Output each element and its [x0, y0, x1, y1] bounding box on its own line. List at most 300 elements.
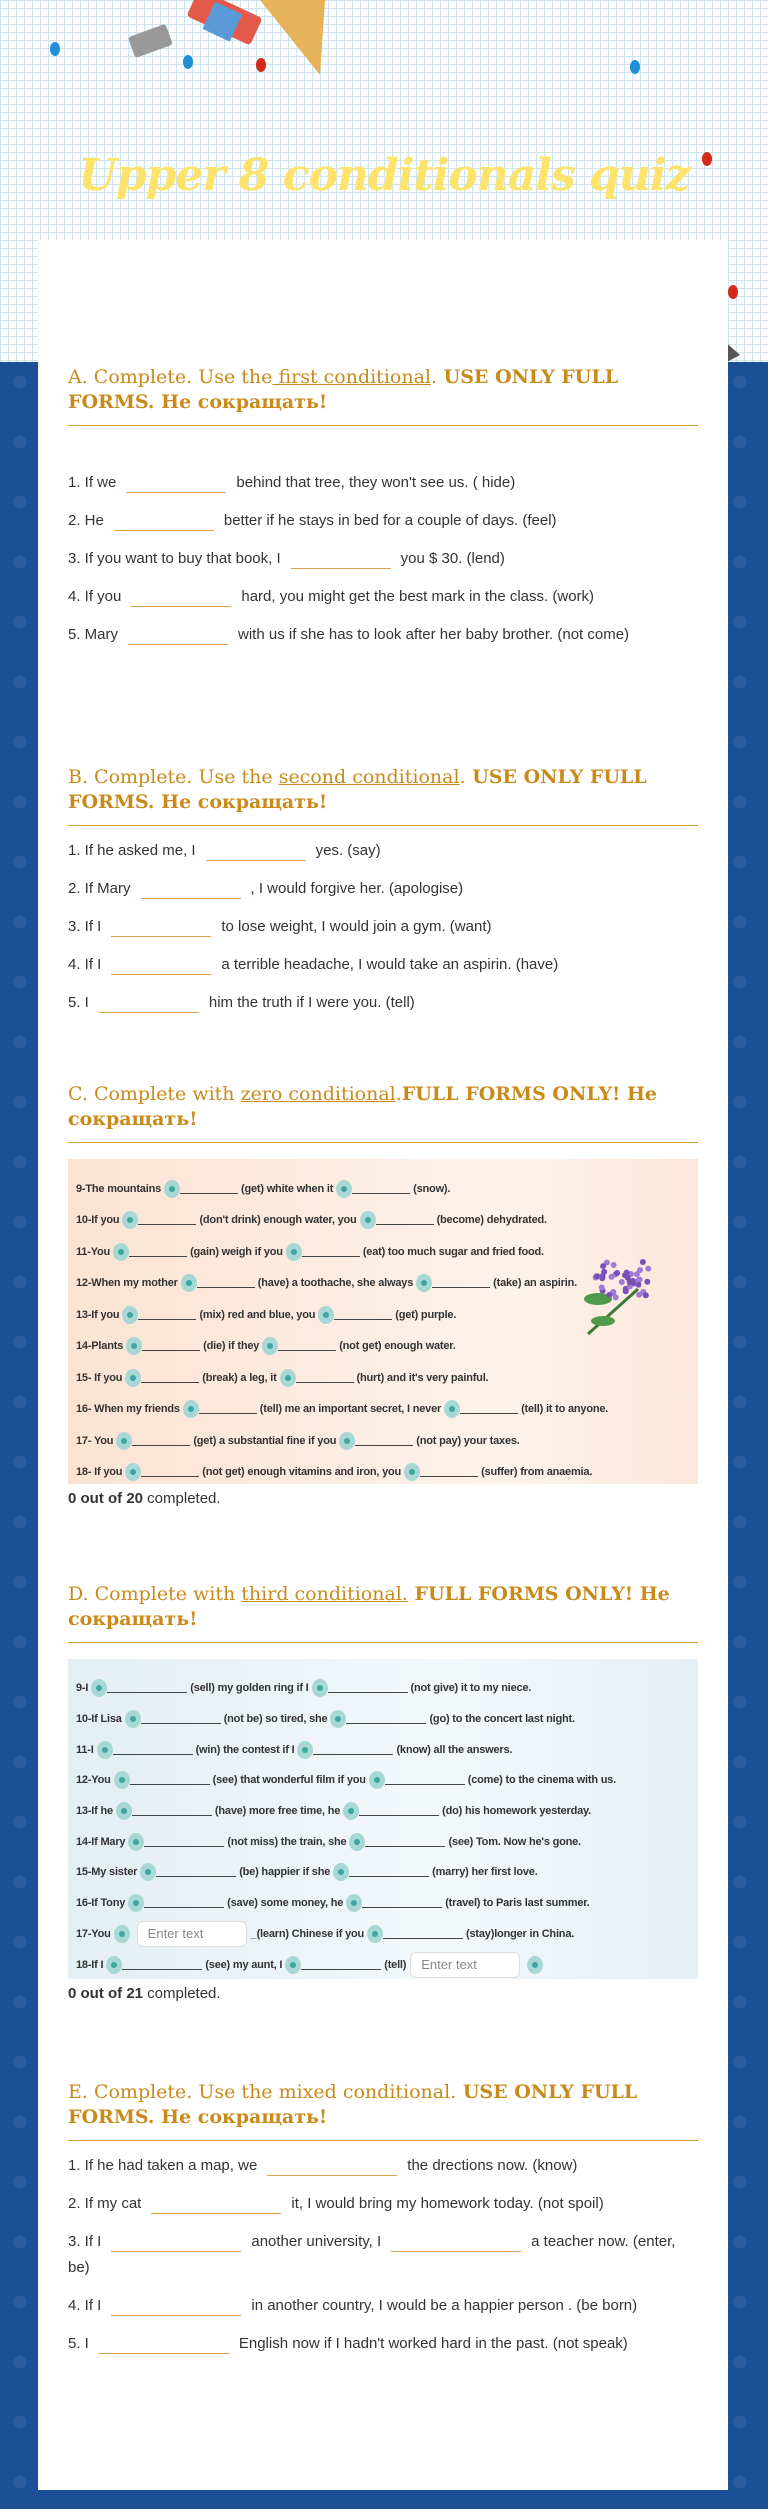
answer-input[interactable] — [99, 2334, 229, 2354]
drop-zone[interactable] — [367, 1925, 463, 1943]
worksheet-text: (tell) me an important secret, I never — [259, 1403, 442, 1416]
drop-target-icon[interactable] — [297, 1741, 313, 1759]
worksheet-row — [76, 1919, 690, 1950]
answer-line — [278, 1341, 336, 1351]
answer-line — [107, 1683, 187, 1693]
drop-target-icon[interactable] — [113, 1243, 129, 1261]
worksheet-text: (have) a toothache, she always — [257, 1277, 414, 1290]
drop-zone[interactable] — [349, 1833, 445, 1851]
drop-target-icon[interactable] — [339, 1432, 355, 1450]
worksheet-text: 14-If Mary — [76, 1835, 126, 1848]
answer-line — [144, 1837, 224, 1847]
question-text: 2. If my cat — [68, 2195, 142, 2212]
heading-segment: USE ONLY FULL FORMS. Не сокращать! — [68, 766, 647, 813]
worksheet-text: (sell) my golden ring if I — [190, 1682, 309, 1695]
question-text: 1. If we — [68, 474, 117, 491]
answer-line — [362, 1898, 442, 1908]
answer-line — [141, 1373, 199, 1383]
question-text: 4. If you — [68, 588, 122, 605]
completion-count: 0 out of 20 — [68, 1490, 144, 1507]
section-heading — [68, 1582, 698, 1643]
answer-input[interactable] — [206, 841, 306, 861]
worksheet-text: 12-You — [76, 1774, 111, 1787]
worksheet-text: (mix) red and blue, you — [199, 1308, 316, 1321]
heading-segment: C. Complete with — [68, 1083, 241, 1105]
worksheet-text: (break) a leg, it — [202, 1371, 277, 1384]
section-c — [68, 1082, 698, 1507]
heading-segment: B. Complete. Use the — [68, 766, 279, 788]
worksheet-row — [76, 1949, 690, 1980]
worksheet-row — [76, 1734, 690, 1765]
answer-input[interactable] — [99, 993, 199, 1013]
worksheet-row — [76, 1765, 690, 1796]
heading-segment: USE ONLY FULL FORMS. Не сокращать! — [68, 2081, 638, 2128]
question-text: , I would forgive her. (apologise) — [250, 880, 464, 897]
drop-zone[interactable] — [280, 1369, 354, 1387]
question-text: 5. I — [68, 2335, 89, 2352]
question-text: 4. If I — [68, 2297, 102, 2314]
answer-input[interactable] — [111, 917, 211, 937]
worksheet-text: 11-You — [76, 1245, 111, 1258]
drop-target-icon[interactable] — [285, 1956, 301, 1974]
drop-zone[interactable] — [183, 1400, 257, 1418]
section-heading — [68, 2080, 698, 2141]
drop-target-icon[interactable] — [336, 1180, 352, 1198]
drop-zone[interactable] — [125, 1710, 221, 1728]
worksheet-row — [76, 1796, 690, 1827]
answer-line — [346, 1714, 426, 1724]
question-text: English now if I hadn't worked hard in the past. (not speak) — [238, 2335, 628, 2352]
completion-count: 0 out of 21 — [68, 1985, 144, 2002]
worksheet-text: 10-If you — [76, 1214, 120, 1227]
worksheet-text: 16-If Tony — [76, 1897, 126, 1910]
answer-line — [420, 1467, 478, 1477]
worksheet-text: 14-Plants — [76, 1340, 124, 1353]
question-item — [68, 838, 698, 864]
question-item — [68, 2191, 698, 2217]
exercise-worksheet — [68, 1159, 698, 1484]
answer-line — [122, 1960, 202, 1970]
worksheet-text: (see) my aunt, I — [205, 1958, 283, 1971]
answer-line — [301, 1960, 381, 1970]
drop-target-icon[interactable] — [312, 1679, 328, 1697]
question-item — [68, 2153, 698, 2179]
question-item — [68, 2293, 698, 2319]
drop-zone[interactable] — [444, 1400, 518, 1418]
drop-zone[interactable] — [343, 1802, 439, 1820]
lilac-flower-image — [578, 1259, 668, 1339]
worksheet-row — [76, 1457, 690, 1489]
worksheet-text: 18-If I — [76, 1958, 104, 1971]
answer-line — [376, 1215, 434, 1225]
drop-target-icon[interactable] — [330, 1710, 346, 1728]
drop-target-icon[interactable] — [125, 1710, 141, 1728]
drop-target-icon[interactable] — [126, 1337, 142, 1355]
worksheet-text: 15-My sister — [76, 1866, 138, 1879]
drop-zone[interactable] — [128, 1894, 224, 1912]
worksheet-text: (tell) it to anyone. — [521, 1403, 609, 1416]
question-item — [68, 990, 698, 1016]
answer-text-input[interactable] — [137, 1921, 247, 1947]
answer-line — [432, 1278, 490, 1288]
answer-line — [130, 1775, 210, 1785]
drop-zone[interactable] — [164, 1180, 238, 1198]
drop-zone[interactable] — [262, 1337, 336, 1355]
worksheet-text: (eat) too much sugar and fried food. — [362, 1245, 544, 1258]
answer-input[interactable] — [151, 2194, 281, 2214]
drop-zone[interactable] — [128, 1833, 224, 1851]
worksheet-text: 15- If you — [76, 1371, 123, 1384]
worksheet-text: (travel) to Paris last summer. — [445, 1897, 590, 1910]
heading-segment: D. Complete with — [68, 1583, 242, 1605]
worksheet-row — [76, 1888, 690, 1919]
worksheet-row — [76, 1173, 690, 1205]
question-item — [68, 508, 698, 534]
drop-target-icon[interactable] — [125, 1463, 141, 1481]
drop-zone[interactable] — [125, 1463, 199, 1481]
drop-zone[interactable] — [122, 1211, 196, 1229]
answer-line — [383, 1929, 463, 1939]
question-text: it, I would bring my homework today. (not spoil) — [291, 2195, 604, 2212]
drop-target-icon[interactable] — [416, 1274, 432, 1292]
answer-line — [355, 1436, 413, 1446]
section-d — [68, 1582, 698, 2002]
drop-zone[interactable] — [336, 1180, 410, 1198]
worksheet-text: 17- You — [76, 1434, 114, 1447]
answer-line — [328, 1683, 408, 1693]
drop-zone[interactable] — [97, 1741, 193, 1759]
worksheet-text: (not miss) the train, she — [227, 1835, 347, 1848]
drop-target-icon[interactable] — [343, 1802, 359, 1820]
drop-target-icon[interactable] — [106, 1956, 122, 1974]
answer-line — [138, 1310, 196, 1320]
drop-target-icon[interactable] — [333, 1863, 349, 1881]
drop-target-icon[interactable] — [116, 1432, 132, 1450]
drop-target-icon[interactable] — [280, 1369, 296, 1387]
drop-target-icon[interactable] — [527, 1956, 543, 1974]
heading-segment: A. Complete. Use the — [68, 366, 273, 388]
drop-zone[interactable] — [312, 1679, 408, 1697]
worksheet-text: (get) purple. — [395, 1308, 457, 1321]
worksheet-text: (get) white when it — [241, 1182, 334, 1195]
question-text: hard, you might get the best mark in the class. (work) — [241, 588, 595, 605]
question-item — [68, 546, 698, 572]
drop-zone[interactable] — [122, 1306, 196, 1324]
question-text: a terrible headache, I would take an aspirin. (have) — [221, 956, 559, 973]
drop-target-icon[interactable] — [140, 1863, 156, 1881]
heading-segment: first conditional — [272, 366, 431, 388]
section-heading — [68, 1082, 698, 1143]
school-supplies-icon — [120, 0, 330, 80]
heading-segment: . — [430, 366, 438, 388]
drop-zone[interactable] — [91, 1679, 187, 1697]
worksheet-text: (marry) her first love. — [432, 1866, 538, 1879]
heading-segment: . — [459, 766, 466, 788]
question-text: a teacher now. (enter, be) — [68, 2233, 676, 2276]
worksheet-text: (see) that wonderful film if you — [212, 1774, 366, 1787]
question-text: another university, I — [251, 2233, 382, 2250]
drop-zone[interactable] — [297, 1741, 393, 1759]
answer-input[interactable] — [391, 2232, 521, 2252]
section-a — [68, 365, 698, 660]
answer-line — [113, 1745, 193, 1755]
worksheet-text: 10-If Lisa — [76, 1713, 122, 1726]
drop-target-icon[interactable] — [128, 1833, 144, 1851]
question-text: 2. If Mary — [68, 880, 131, 897]
drop-target-icon[interactable] — [369, 1771, 385, 1789]
heading-segment: USE ONLY FULL FORMS. Не сокращать! — [68, 366, 619, 413]
answer-input[interactable] — [291, 549, 391, 569]
worksheet-text: 13-If you — [76, 1308, 120, 1321]
worksheet-text: (tell) — [384, 1958, 407, 1971]
exercise-worksheet — [68, 1659, 698, 1979]
drop-target-icon[interactable] — [346, 1894, 362, 1912]
heading-segment: FULL FORMS ONLY! Не сокращать! — [68, 1583, 670, 1630]
worksheet-text: 13-If he — [76, 1805, 113, 1818]
quiz-title: Upper 8 conditionals quiz — [78, 150, 690, 201]
worksheet-text: 17-You — [76, 1927, 111, 1940]
answer-line — [142, 1341, 200, 1351]
input-placeholder: Enter text — [147, 1926, 204, 1942]
answer-line — [296, 1373, 354, 1383]
completion-status — [68, 1490, 698, 1507]
answer-line — [141, 1467, 199, 1477]
section-e — [68, 2080, 698, 2369]
answer-line — [132, 1436, 190, 1446]
heading-segment: zero conditional — [240, 1083, 396, 1105]
worksheet-text: (don't drink) enough water, you — [199, 1214, 357, 1227]
question-text: 3. If I — [68, 918, 102, 935]
worksheet-row — [76, 1826, 690, 1857]
drop-zone[interactable] — [318, 1306, 392, 1324]
question-item — [68, 952, 698, 978]
answer-input[interactable] — [126, 473, 226, 493]
worksheet-text: (gain) weigh if you — [190, 1245, 283, 1258]
answer-line — [349, 1867, 429, 1877]
worksheet-text: 18- If you — [76, 1466, 123, 1479]
answer-line — [460, 1404, 518, 1414]
worksheet-text: (come) to the cinema with us. — [467, 1774, 617, 1787]
drop-zone[interactable] — [416, 1274, 490, 1292]
worksheet-text: 16- When my friends — [76, 1403, 180, 1416]
question-text: 4. If I — [68, 956, 102, 973]
answer-line — [197, 1278, 255, 1288]
question-text: behind that tree, they won't see us. ( hide) — [236, 474, 516, 491]
worksheet-text: (know) all the answers. — [396, 1743, 513, 1756]
drop-target-icon[interactable] — [360, 1211, 376, 1229]
drop-target-icon[interactable] — [128, 1894, 144, 1912]
drop-zone[interactable] — [339, 1432, 413, 1450]
worksheet-row — [76, 1704, 690, 1735]
drop-target-icon[interactable] — [125, 1369, 141, 1387]
question-text: 1. If he had taken a map, we — [68, 2157, 258, 2174]
drop-target-icon[interactable] — [122, 1306, 138, 1324]
worksheet-text: (not pay) your taxes. — [416, 1434, 520, 1447]
drop-zone[interactable] — [286, 1243, 360, 1261]
question-text: better if he stays in bed for a couple of days. (feel) — [223, 512, 557, 529]
completion-suffix: completed. — [143, 1985, 221, 2002]
question-text: 3. If you want to buy that book, I — [68, 550, 281, 567]
worksheet-text: (be) happier if she — [239, 1866, 331, 1879]
worksheet-text: _(learn) Chinese if you — [250, 1927, 365, 1940]
question-item — [68, 584, 698, 610]
answer-line — [129, 1247, 187, 1257]
question-item — [68, 470, 698, 496]
worksheet-row — [76, 1394, 690, 1426]
answer-line — [144, 1898, 224, 1908]
drop-zone[interactable] — [116, 1432, 190, 1450]
worksheet-text: (become) dehydrated. — [436, 1214, 547, 1227]
worksheet-text: (hurt) and it's very painful. — [356, 1371, 489, 1384]
heading-segment: . — [395, 1083, 402, 1105]
drop-zone[interactable] — [346, 1894, 442, 1912]
answer-input[interactable] — [128, 625, 228, 645]
worksheet-text: (see) Tom. Now he's gone. — [448, 1835, 581, 1848]
heading-segment: E. Complete. Use the mixed conditional. — [68, 2081, 457, 2103]
answer-line — [352, 1184, 410, 1194]
worksheet-text: (have) more free time, he — [214, 1805, 341, 1818]
answer-line — [180, 1184, 238, 1194]
question-text: the drections now. (know) — [407, 2157, 578, 2174]
answer-input[interactable] — [267, 2156, 397, 2176]
question-item — [68, 914, 698, 940]
drop-target-icon[interactable] — [262, 1337, 278, 1355]
worksheet-text: (get) a substantial fine if you — [193, 1434, 337, 1447]
question-item — [68, 2331, 698, 2357]
heading-segment: FULL FORMS ONLY! Не сокращать! — [68, 1083, 658, 1130]
drop-zone[interactable] — [333, 1863, 429, 1881]
worksheet-row — [76, 1673, 690, 1704]
worksheet-text: (win) the contest if I — [195, 1743, 295, 1756]
drop-zone[interactable] — [116, 1802, 212, 1820]
drop-target-icon[interactable] — [318, 1306, 334, 1324]
decor-dot — [630, 60, 640, 74]
answer-line — [138, 1215, 196, 1225]
section-heading — [68, 365, 698, 426]
drop-target-icon[interactable] — [349, 1833, 365, 1851]
answer-input[interactable] — [111, 2296, 241, 2316]
worksheet-row — [76, 1205, 690, 1237]
drop-zone[interactable] — [369, 1771, 465, 1789]
answer-line — [132, 1806, 212, 1816]
worksheet-text: (stay)longer in China. — [466, 1927, 575, 1940]
drop-zone[interactable] — [404, 1463, 478, 1481]
answer-line — [156, 1867, 236, 1877]
question-text: in another country, I would be a happier person . (be born) — [251, 2297, 638, 2314]
drop-zone[interactable] — [106, 1956, 202, 1974]
drop-target-icon[interactable] — [114, 1925, 130, 1943]
drop-zone[interactable] — [330, 1710, 426, 1728]
question-item — [68, 622, 698, 648]
answer-input[interactable] — [131, 587, 231, 607]
worksheet-row — [76, 1425, 690, 1457]
answer-line — [365, 1837, 445, 1847]
worksheet-text: (snow). — [413, 1182, 451, 1195]
question-text: 2. He — [68, 512, 104, 529]
drop-zone[interactable] — [360, 1211, 434, 1229]
question-text: him the truth if I were you. (tell) — [208, 994, 415, 1011]
drop-zone[interactable] — [140, 1863, 236, 1881]
answer-line — [313, 1745, 393, 1755]
question-text: 5. I — [68, 994, 89, 1011]
drop-zone[interactable] — [181, 1274, 255, 1292]
drop-target-icon[interactable] — [114, 1771, 130, 1789]
drop-zone[interactable] — [114, 1771, 210, 1789]
section-b — [68, 765, 698, 1028]
worksheet-row — [76, 1857, 690, 1888]
answer-line — [302, 1247, 360, 1257]
heading-segment: second conditional — [278, 766, 460, 788]
drop-target-icon[interactable] — [164, 1180, 180, 1198]
input-placeholder: Enter text — [421, 1957, 477, 1973]
drop-zone[interactable] — [125, 1369, 199, 1387]
answer-line — [141, 1714, 221, 1724]
worksheet-text: 12-When my mother — [76, 1277, 178, 1290]
drop-target-icon[interactable] — [116, 1802, 132, 1820]
worksheet-text: (do) his homework yesterday. — [442, 1805, 591, 1818]
worksheet-text: (die) if they — [203, 1340, 260, 1353]
answer-line — [385, 1775, 465, 1785]
worksheet-text: (go) to the concert last night. — [429, 1713, 575, 1726]
drop-target-icon[interactable] — [97, 1741, 113, 1759]
worksheet-text: (save) some money, he — [227, 1897, 344, 1910]
answer-input[interactable] — [111, 2232, 241, 2252]
worksheet-text: 9-The mountains — [76, 1182, 162, 1195]
drop-target-icon[interactable] — [122, 1211, 138, 1229]
question-list — [68, 2153, 698, 2357]
answer-input[interactable] — [111, 955, 211, 975]
answer-line — [199, 1404, 257, 1414]
question-text: you $ 30. (lend) — [400, 550, 505, 567]
decor-dot — [50, 42, 60, 56]
question-text: to lose weight, I would join a gym. (want) — [221, 918, 492, 935]
worksheet-text: (take) an aspirin. — [493, 1277, 577, 1290]
worksheet-text: 11-I — [76, 1743, 94, 1756]
drop-target-icon[interactable] — [444, 1400, 460, 1418]
answer-line — [359, 1806, 439, 1816]
question-list — [68, 470, 698, 648]
drop-zone[interactable] — [527, 1956, 543, 1974]
drop-zone[interactable] — [113, 1243, 187, 1261]
answer-input[interactable] — [141, 879, 241, 899]
answer-text-input[interactable] — [410, 1952, 520, 1978]
drop-zone[interactable] — [126, 1337, 200, 1355]
answer-input[interactable] — [114, 511, 214, 531]
heading-segment: third conditional. — [241, 1583, 408, 1605]
drop-target-icon[interactable] — [91, 1679, 107, 1697]
drop-target-icon[interactable] — [286, 1243, 302, 1261]
drop-target-icon[interactable] — [367, 1925, 383, 1943]
drop-zone[interactable] — [114, 1925, 130, 1943]
completion-suffix: completed. — [143, 1490, 221, 1507]
question-item — [68, 876, 698, 902]
drop-target-icon[interactable] — [181, 1274, 197, 1292]
question-text: 1. If he asked me, I — [68, 842, 196, 859]
drop-zone[interactable] — [285, 1956, 381, 1974]
worksheet-text: (not get) enough vitamins and iron, you — [202, 1466, 402, 1479]
drop-target-icon[interactable] — [183, 1400, 199, 1418]
question-text: with us if she has to look after her baby brother. (not come) — [238, 626, 630, 643]
quiz-card — [38, 240, 728, 2490]
worksheet-text: (not give) it to my niece. — [410, 1682, 532, 1695]
question-text: yes. (say) — [315, 842, 381, 859]
question-item — [68, 2229, 698, 2281]
worksheet-text: (not be) so tired, she — [223, 1713, 328, 1726]
question-text: 5. Mary — [68, 626, 119, 643]
worksheet-row — [76, 1362, 690, 1394]
drop-target-icon[interactable] — [404, 1463, 420, 1481]
worksheet-text: (not get) enough water. — [339, 1340, 456, 1353]
